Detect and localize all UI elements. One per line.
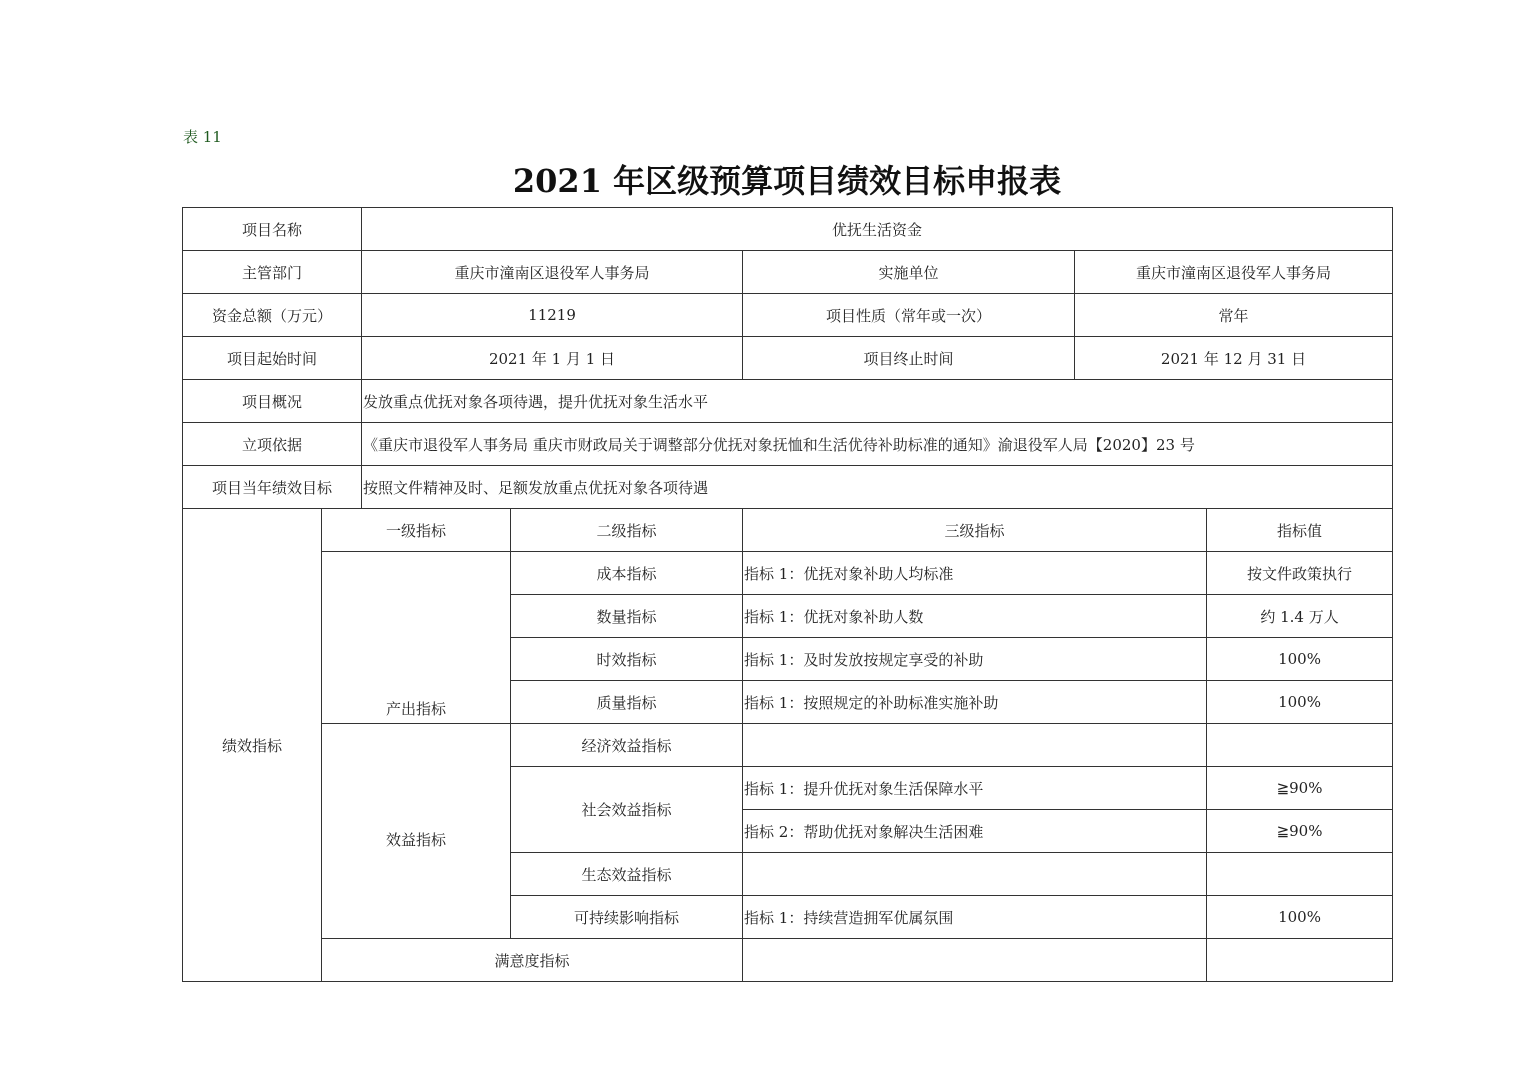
level3-cell: 指标 1：按照规定的补助标准实施补助	[743, 681, 1207, 724]
level3-cell: 指标 2：帮助优抚对象解决生活困难	[743, 810, 1207, 853]
level3-cell: 指标 1：优抚对象补助人数	[743, 595, 1207, 638]
table-row	[183, 552, 1393, 595]
table-row	[183, 724, 1393, 767]
level3-cell	[743, 939, 1207, 982]
level2-cell: 质量指标	[511, 681, 743, 724]
row-dates	[183, 337, 1393, 380]
overview-label: 项目概况	[183, 380, 362, 423]
level2-cell: 数量指标	[511, 595, 743, 638]
dept-value: 重庆市潼南区退役军人事务局	[362, 251, 743, 294]
row-fund	[183, 294, 1393, 337]
value-cell: 约 1.4 万人	[1207, 595, 1393, 638]
row-goal	[183, 466, 1393, 509]
dept-label: 主管部门	[183, 251, 362, 294]
fund-value: 11219	[362, 294, 743, 337]
header-value: 指标值	[1207, 509, 1393, 552]
goal-label: 项目当年绩效目标	[183, 466, 362, 509]
project-name-label: 项目名称	[183, 208, 362, 251]
row-indicator-header	[183, 509, 1393, 552]
level2-cell: 时效指标	[511, 638, 743, 681]
impl-value: 重庆市潼南区退役军人事务局	[1075, 251, 1393, 294]
table-number: 表 11	[183, 128, 222, 146]
value-cell	[1207, 853, 1393, 896]
value-cell: 100%	[1207, 681, 1393, 724]
row-department	[183, 251, 1393, 294]
goal-value: 按照文件精神及时、足额发放重点优抚对象各项待遇	[362, 466, 1393, 509]
value-cell	[1207, 724, 1393, 767]
page-title: 2021 年区级预算项目绩效目标申报表	[512, 162, 1062, 200]
level2-cell: 社会效益指标	[511, 767, 743, 853]
impl-label: 实施单位	[743, 251, 1075, 294]
nature-label: 项目性质（常年或一次）	[743, 294, 1075, 337]
level3-cell	[743, 724, 1207, 767]
value-cell: ≧90%	[1207, 810, 1393, 853]
benefit-indicator-label: 效益指标	[322, 724, 511, 939]
level3-cell: 指标 1：及时发放按规定享受的补助	[743, 638, 1207, 681]
level3-cell: 指标 1：优抚对象补助人均标准	[743, 552, 1207, 595]
section-indicators-label: 绩效指标	[183, 509, 322, 982]
header-level2: 二级指标	[511, 509, 743, 552]
value-cell: 100%	[1207, 896, 1393, 939]
level3-cell: 指标 1：提升优抚对象生活保障水平	[743, 767, 1207, 810]
level2-cell: 生态效益指标	[511, 853, 743, 896]
level3-cell: 指标 1：持续营造拥军优属氛围	[743, 896, 1207, 939]
basis-label: 立项依据	[183, 423, 362, 466]
value-cell: ≧90%	[1207, 767, 1393, 810]
output-indicator-label: 产出指标	[322, 552, 511, 724]
satisfaction-indicator-label: 满意度指标	[322, 939, 743, 982]
header-level3: 三级指标	[743, 509, 1207, 552]
level2-cell: 可持续影响指标	[511, 896, 743, 939]
row-overview	[183, 380, 1393, 423]
level2-cell: 经济效益指标	[511, 724, 743, 767]
start-label: 项目起始时间	[183, 337, 362, 380]
basis-value: 《重庆市退役军人事务局 重庆市财政局关于调整部分优抚对象抚恤和生活优待补助标准的通知》渝退役军人局【2020】23 号	[362, 423, 1393, 466]
level3-cell	[743, 853, 1207, 896]
value-cell: 按文件政策执行	[1207, 552, 1393, 595]
overview-value: 发放重点优抚对象各项待遇，提升优抚对象生活水平	[362, 380, 1393, 423]
row-basis	[183, 423, 1393, 466]
row-project-name	[183, 208, 1393, 251]
value-cell	[1207, 939, 1393, 982]
end-label: 项目终止时间	[743, 337, 1075, 380]
fund-label: 资金总额（万元）	[183, 294, 362, 337]
value-cell: 100%	[1207, 638, 1393, 681]
project-name-value: 优抚生活资金	[362, 208, 1393, 251]
end-value: 2021 年 12 月 31 日	[1075, 337, 1393, 380]
nature-value: 常年	[1075, 294, 1393, 337]
header-level1: 一级指标	[322, 509, 511, 552]
level2-cell: 成本指标	[511, 552, 743, 595]
table-row	[183, 939, 1393, 982]
start-value: 2021 年 1 月 1 日	[362, 337, 743, 380]
performance-target-form	[182, 207, 1393, 982]
